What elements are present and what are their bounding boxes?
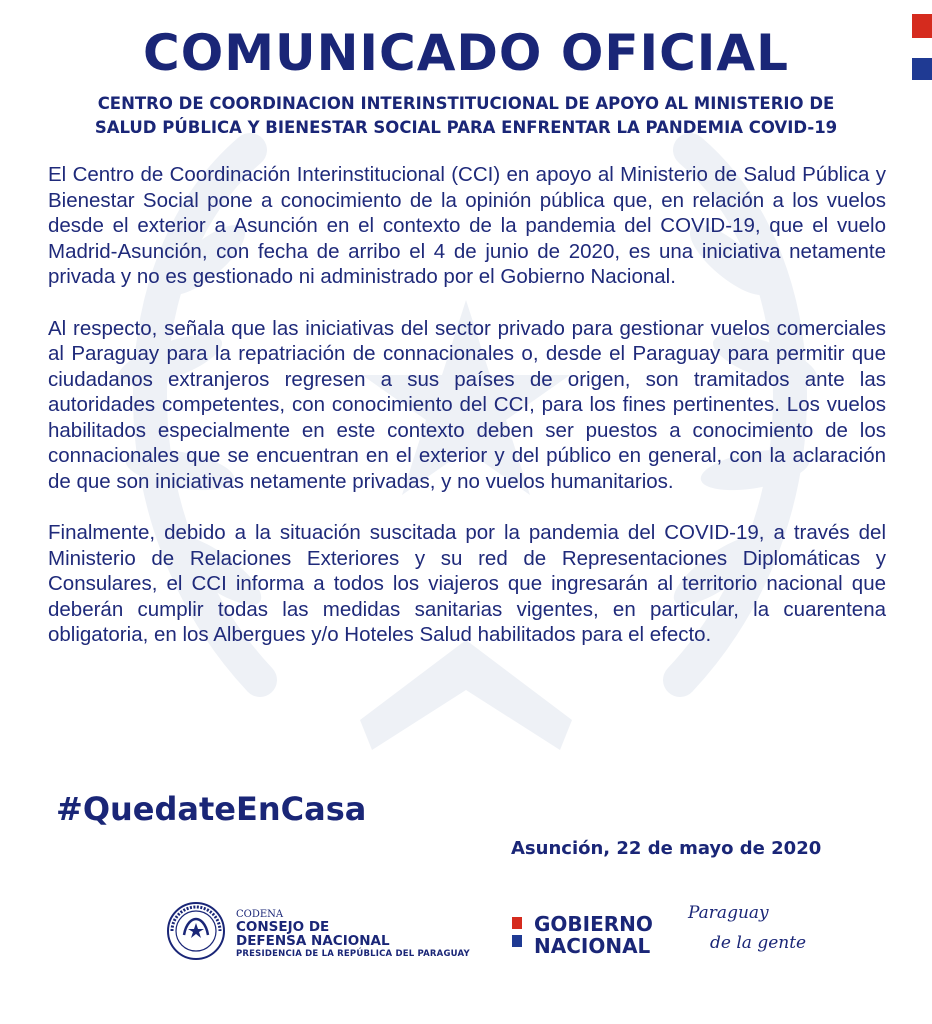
date-line: Asunción, 22 de mayo de 2020 xyxy=(511,838,822,859)
flag-mark-icon xyxy=(512,917,522,947)
hashtag: #QuedateEnCasa xyxy=(56,790,367,828)
page-title: COMUNICADO OFICIAL xyxy=(143,24,789,82)
footer-logos xyxy=(0,895,932,985)
paraguay-de-la-gente-logo xyxy=(688,903,818,967)
subtitle xyxy=(40,92,892,140)
codena-line-1: CONSEJO DE xyxy=(236,919,330,935)
paraguay-line-2: de la gente xyxy=(710,933,807,953)
announcement-body xyxy=(48,162,886,674)
gobierno-line-1: GOBIERNO xyxy=(534,912,653,936)
codena-line-3: PRESIDENCIA DE LA REPÚBLICA DEL PARAGUAY xyxy=(236,949,470,959)
national-seal-icon xyxy=(166,901,226,961)
paragraph-3: Finalmente, debido a la situación suscitada por la pandemia del COVID-19, a través del Ministerio de Relaciones Exteriores y su red de Representaciones Diplomáticas y Consulares, el CCI informa a todos los viajeros que ingresarán al territorio nacional que deberán cumplir todas las medidas sanitarias vigentes, en particular, la cuarentena obligatoria, en los Albergues y/o Hoteles Salud habilitados para el efecto. xyxy=(48,521,886,646)
paragraph-1: El Centro de Coordinación Interinstitucional (CCI) en apoyo al Ministerio de Salud Pública y Bienestar Social pone a conocimiento de la opinión pública que, en relación a los vuelos desde el exterior a Asunción en el contexto de la pandemia del COVID-19, que el vuelo Madrid-Asunción, con fecha de arribo el 4 de junio de 2020, es una iniciativa netamente privada y no es gestionado ni administrado por el Gobierno Nacional. xyxy=(48,163,886,288)
paragraph-2: Al respecto, señala que las iniciativas del sector privado para gestionar vuelos comerciales al Paraguay para la repatriación de connacionales o, desde el Paraguay para permitir que ciudadanos extranjeros regresen a sus países de origen, son tramitados ante las autoridades competentes, con conocimiento del CCI, para los fines pertinentes. Los vuelos habilitados especialmente en este contexto deben ser puestos a conocimiento de los connacionales que se encuentran en el exterior y del público en general, con la aclaración de que son iniciativas netamente privadas, y no vuelos humanitarios. xyxy=(48,316,886,493)
gobierno-line-2: NACIONAL xyxy=(534,934,651,958)
subtitle-line-2: SALUD PÚBLICA Y BIENESTAR SOCIAL PARA ENFRENTAR LA PANDEMIA COVID-19 xyxy=(94,118,838,137)
codena-line-2: DEFENSA NACIONAL xyxy=(236,933,390,949)
codena-logo xyxy=(236,909,470,960)
codena-acronym: CODENA xyxy=(236,909,284,920)
paraguay-line-1: Paraguay xyxy=(688,903,769,923)
subtitle-line-1: CENTRO DE COORDINACION INTERINSTITUCIONAL DE APOYO AL MINISTERIO DE xyxy=(97,94,835,113)
